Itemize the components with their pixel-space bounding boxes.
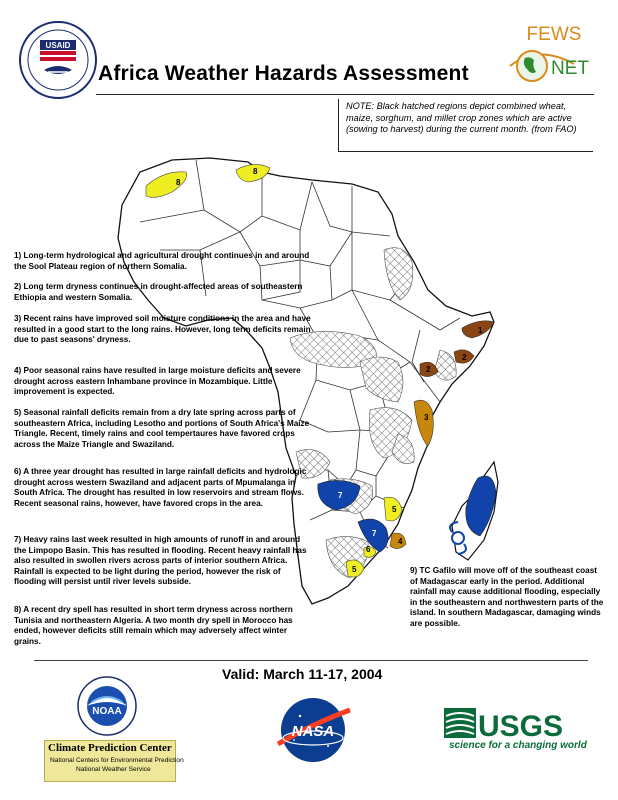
usgs-label: USGS xyxy=(478,710,564,740)
page-title: Africa Weather Hazards Assessment xyxy=(98,62,469,85)
cpc-title: Climate Prediction Center xyxy=(48,742,172,754)
usaid-label: USAID xyxy=(45,41,71,50)
fews-label: FEWS xyxy=(526,24,582,45)
usgs-tagline: science for a changing world xyxy=(449,740,587,751)
map-label-7: 7 xyxy=(372,529,377,538)
usaid-seal-icon xyxy=(18,20,98,100)
crop-zone-note: NOTE: Black hatched regions depict combined wheat, maize, sorghum, and millet crop zones which are active (sowing to harvest) during the current month. (from FAO) xyxy=(346,101,577,134)
hazard-text-2: 2) Long term dryness continues in drought-affected areas of southeastern Ethiopia and western Somalia. xyxy=(14,282,303,302)
hazard-text-7: 7) Heavy rains last week resulted in high amounts of runoff in and around the Limpopo Basin. This has resulted in flooding. Recent heavy rainfall has also resulted in swollen rivers across parts of interior southern Africa. Rainfall is expected to be light during the period, however the risk of flooding will persist until river levels subside. xyxy=(14,535,307,587)
nasa-logo xyxy=(272,694,354,766)
footer-divider xyxy=(34,660,588,661)
map-label-4: 4 xyxy=(398,537,403,546)
noaa-logo-icon xyxy=(70,676,144,736)
map-label-5: 5 xyxy=(392,505,397,514)
nasa-logo-icon xyxy=(272,694,354,766)
hazard-area-7-madagascar xyxy=(466,476,496,536)
cpc-subtitle-ncep: National Centers for Environmental Prediction xyxy=(50,757,184,764)
fews-net-globe-icon xyxy=(508,20,608,96)
noaa-label: NOAA xyxy=(92,706,122,717)
hazard-text-3: 3) Recent rains have improved soil moisture conditions in the area and have resulted in a good start to the long rains. However, long term deficits remain due to past seasons' dryness. xyxy=(14,314,311,345)
hazard-text-9: 9) TC Gafilo will move off of the southeast coast of Madagascar early in the period. Additional rainfall may cause additional flooding, especially in the southeastern and northwestern parts of the island. In southern Madagascar, damaging winds are possible. xyxy=(410,566,604,628)
hazard-text-5: 5) Seasonal rainfall deficits remain from a dry late spring across parts of southeastern Africa, including Lesotho and portions of South Africa's Maize Triangle. Recent, timely rains and cool tempertaures have favored crops across the Maize Triangle and Swaziland. xyxy=(14,408,310,449)
map-label-1: 1 xyxy=(478,326,483,335)
map-label-8: 8 xyxy=(176,178,181,187)
net-label: NET xyxy=(551,58,589,79)
map-label-6: 6 xyxy=(366,545,371,554)
hazard-text-4: 4) Poor seasonal rains have resulted in large moisture deficits and severe drought across eastern Inhambane province in Mozambique. Little improvement is expected. xyxy=(14,366,301,397)
hazard-text-6: 6) A three year drought has resulted in large rainfall deficits and hydrologic drought across western Swaziland and adjacent parts of Mpumalanga in South Africa. The drought has resulted in low reservoirs and stream flows. Recent seasonal rains, however, have favored crops in the area. xyxy=(14,467,307,508)
nasa-label: NASA xyxy=(291,723,335,740)
header-divider xyxy=(96,94,594,95)
map-label-9: 9 xyxy=(460,521,465,530)
cpc-subtitle-nws: National Weather Service xyxy=(76,766,151,773)
hazard-text-1: 1) Long-term hydrological and agricultural drought continues in and around the Sool Plateau region of northern Somalia. xyxy=(14,251,310,271)
map-label-2: 2 xyxy=(426,365,431,374)
usgs-logo xyxy=(444,706,574,740)
map-label-5: 5 xyxy=(352,565,357,574)
fews-net-logo xyxy=(508,20,608,96)
usaid-seal xyxy=(18,20,98,100)
valid-dates: Valid: March 11-17, 2004 xyxy=(222,666,383,682)
noaa-logo xyxy=(70,676,144,736)
map-label-7: 7 xyxy=(338,491,343,500)
hazard-text-8: 8) A recent dry spell has resulted in short term dryness across northern Tunisia and northeastern Algeria. A two month dry spell in Morocco has ended, however deficits still remain which may adversely affect winter grains. xyxy=(14,605,293,646)
map-label-3: 3 xyxy=(424,413,429,422)
map-label-8: 8 xyxy=(253,167,258,176)
map-label-2: 2 xyxy=(462,353,467,362)
usgs-logo-icon xyxy=(444,706,574,740)
